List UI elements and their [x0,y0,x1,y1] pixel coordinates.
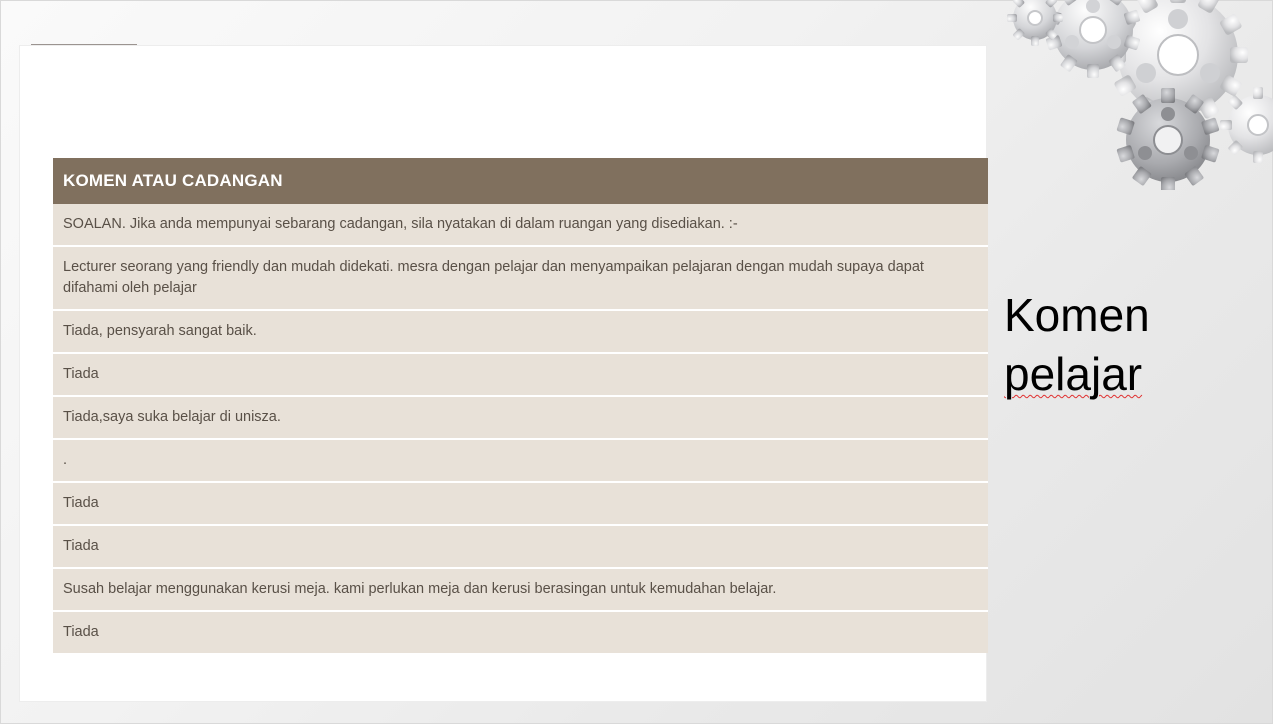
comments-table [53,158,988,653]
page-title-line-2: pelajar [1004,347,1143,400]
table-row: Tiada [53,526,988,569]
table-row: . [53,440,988,483]
table-row: Tiada [53,612,988,653]
table-row: Susah belajar menggunakan kerusi meja. kami perlukan meja dan kerusi berasingan untuk kemudahan belajar. [53,569,988,612]
table-row: Tiada, pensyarah sangat baik. [53,311,988,354]
table-row: Lecturer seorang yang friendly dan mudah didekati. mesra dengan pelajar dan menyampaikan pelajaran dengan mudah supaya dapat difahami oleh pelajar [53,247,988,311]
gears-decoration-image [973,0,1273,190]
table-row: Tiada [53,354,988,397]
table-row: Tiada [53,483,988,526]
page-title-line-1: Komen [1004,289,1150,341]
table-row: Tiada,saya suka belajar di unisza. [53,397,988,440]
table-row: SOALAN. Jika anda mempunyai sebarang cadangan, sila nyatakan di dalam ruangan yang disediakan. :- [53,204,988,247]
page-title [1004,286,1269,404]
content-card [20,46,986,701]
table-header-komen-atau-cadangan: KOMEN ATAU CADANGAN [53,158,988,204]
